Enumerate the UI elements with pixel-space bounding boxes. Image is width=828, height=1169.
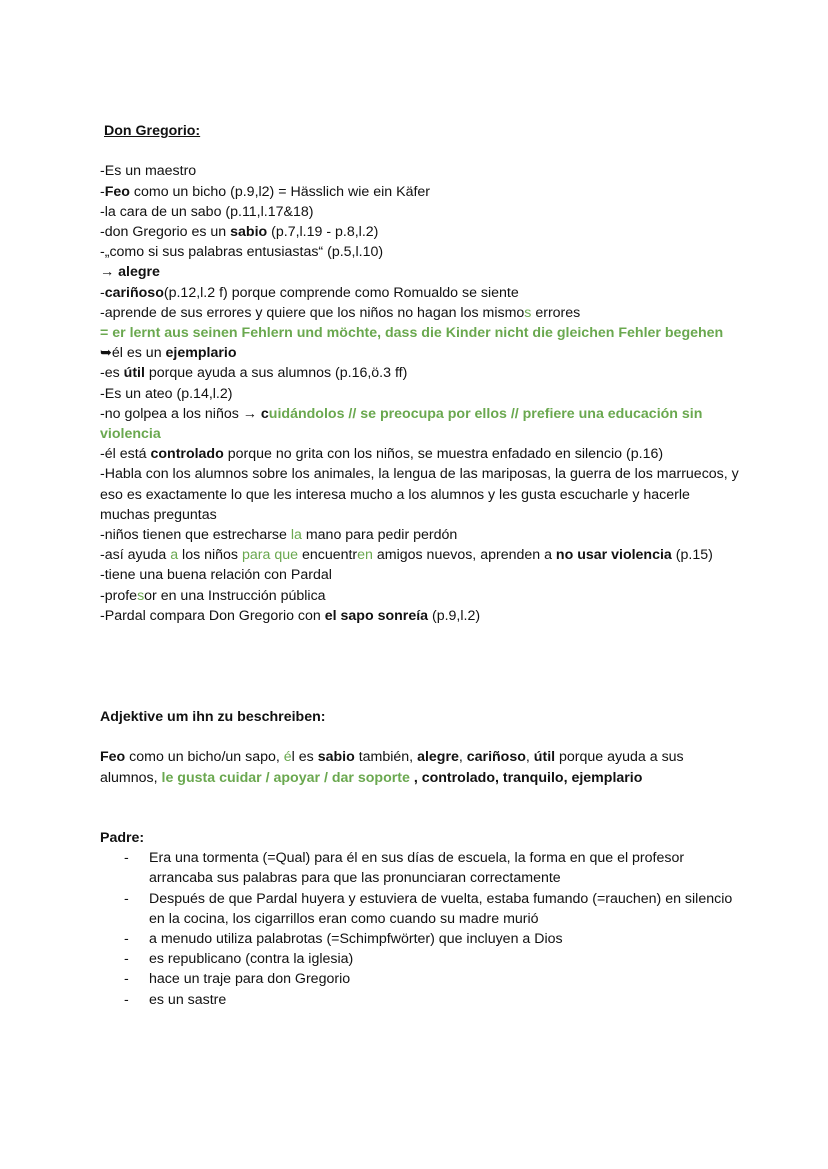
note-line: -Feo como un bicho (p.9,l2) = Hässlich wie ein Käfer xyxy=(100,183,431,200)
note-line: -Es un maestro xyxy=(100,163,197,180)
dash-bullet: - xyxy=(124,991,129,1008)
list-item: - es un sastre xyxy=(100,990,740,1010)
dash-bullet: - xyxy=(124,971,129,988)
note-line: -tiene una buena relación con Pardal xyxy=(100,567,332,584)
note-line: -niños tienen que estrecharse la mano para pedir perdón xyxy=(100,527,458,544)
adjectives-paragraph: Feo como un bicho/un sapo, él es sabio también, alegre, cariñoso, útil porque ayuda a sus alumnos, le gusta cuidar / apoyar / dar soporte , controlado, tranquilo, ejemplario xyxy=(100,749,684,786)
dash-bullet: - xyxy=(124,931,129,948)
note-line: -así ayuda a los niños para que encuentren amigos nuevos, aprenden a no usar violencia (p.15) xyxy=(100,547,713,564)
section-title: Don Gregorio: xyxy=(104,123,201,139)
list-item: - a menudo utiliza palabrotas (=Schimpfwörter) que incluyen a Dios xyxy=(100,929,740,949)
note-line: -Pardal compara Don Gregorio con el sapo sonreía (p.9,l.2) xyxy=(100,607,481,624)
note-line: -él está controlado porque no grita con los niños, se muestra enfadado en silencio (p.16) xyxy=(100,446,664,463)
note-line: -don Gregorio es un sabio (p.7,l.19 - p.8,l.2) xyxy=(100,224,379,240)
dash-bullet: - xyxy=(124,890,129,907)
padre-section xyxy=(100,828,740,1010)
note-line: -es útil porque ayuda a sus alumnos (p.16,ö.3 ff) xyxy=(100,365,408,382)
padre-heading: Padre: xyxy=(100,830,145,846)
note-line: -„como si sus palabras entusiastas“ (p.5,l.10) xyxy=(100,244,384,261)
adjectives-section xyxy=(100,707,740,788)
note-line: -la cara de un sabo (p.11,l.17&18) xyxy=(100,203,314,220)
note-line: -cariñoso(p.12,l.2 f) porque comprende como Romualdo se siente xyxy=(100,284,519,301)
adjectives-heading: Adjektive um ihn zu beschreiben: xyxy=(100,709,326,725)
note-line: -Habla con los alumnos sobre los animales, la lengua de las mariposas, la guerra de los marruecos, y eso es exactamente lo que les interesa mucho a los alumnos y les gusta escucharle y hacerle muchas preguntas xyxy=(100,466,739,523)
don-gregorio-section xyxy=(100,121,740,626)
note-line: ➥él es un ejemplario xyxy=(100,345,237,362)
spacer xyxy=(100,727,740,747)
dash-bullet: - xyxy=(124,850,129,867)
padre-list xyxy=(100,848,740,1010)
spacer xyxy=(100,141,740,161)
note-line: -profesor en una Instrucción pública xyxy=(100,587,326,604)
note-line: -no golpea a los niños → cuidándolos // se preocupa por ellos // prefiere una educación sin violencia xyxy=(100,405,703,443)
list-item: - Era una tormenta (=Qual) para él en sus días de escuela, la forma en que el profesor arrancaba sus palabras para que las pronunciaran correctamente xyxy=(124,850,685,887)
note-line-translation: = er lernt aus seinen Fehlern und möchte, dass die Kinder nicht die gleichen Fehler begehen xyxy=(100,325,724,342)
note-line: -aprende de sus errores y quiere que los niños no hagan los mismos errores xyxy=(100,304,581,321)
dash-bullet: - xyxy=(124,951,129,968)
note-line: -Es un ateo (p.14,l.2) xyxy=(100,385,233,402)
list-item: - hace un traje para don Gregorio xyxy=(100,969,740,989)
list-item: - Después de que Pardal huyera y estuviera de vuelta, estaba fumando (=rauchen) en silencio en la cocina, los cigarrillos eran como cuando su madre murió xyxy=(124,890,733,927)
note-line: → alegre xyxy=(100,264,160,281)
list-item: - es republicano (contra la iglesia) xyxy=(100,949,740,969)
